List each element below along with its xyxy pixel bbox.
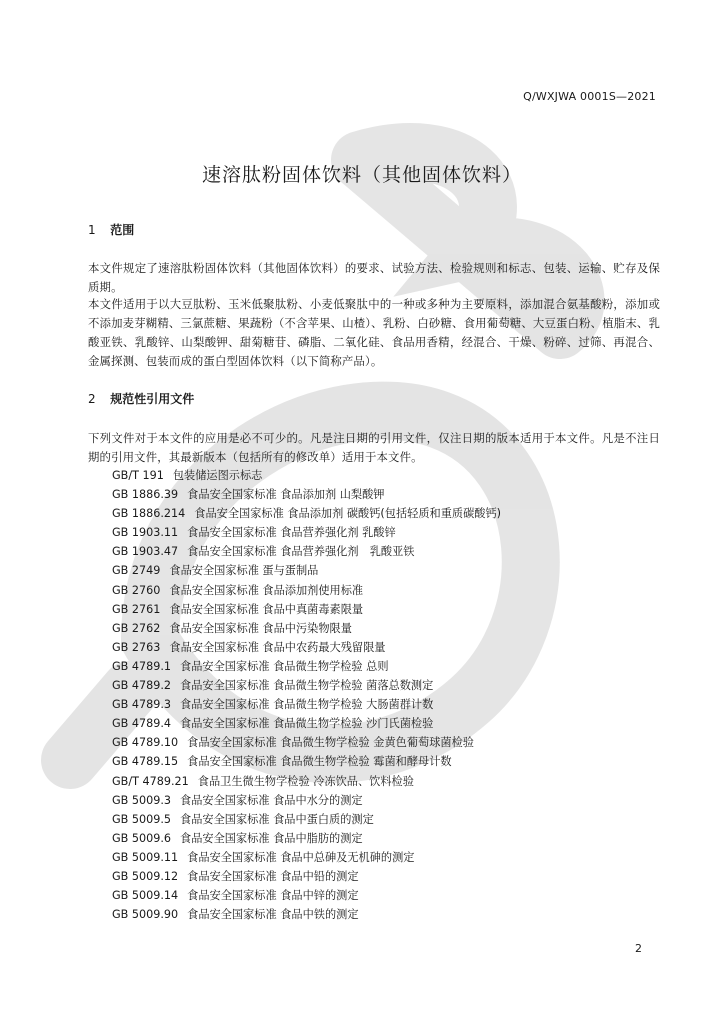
section-number: 2 [88, 392, 96, 406]
section-heading-scope [88, 221, 134, 238]
reference-item [112, 485, 501, 504]
reference-code: GB 5009.12 [112, 869, 179, 883]
reference-item [112, 504, 501, 523]
reference-item [112, 829, 501, 848]
reference-item [112, 848, 501, 867]
reference-title: 食品安全国家标准 食品中脂肪的测定 [180, 831, 363, 845]
reference-item [112, 600, 501, 619]
reference-item [112, 581, 501, 600]
reference-title: 食品安全国家标准 食品中总砷及无机砷的测定 [187, 850, 415, 864]
reference-title: 食品卫生微生物学检验 冷冻饮品、饮料检验 [197, 774, 414, 788]
page-number: 2 [635, 942, 642, 955]
reference-code: GB 4789.4 [112, 717, 172, 731]
reference-title: 食品安全国家标准 食品中铅的测定 [187, 869, 359, 883]
reference-code: GB 5009.14 [112, 889, 179, 903]
reference-code: GB 1886.39 [112, 488, 179, 502]
reference-code: GB 2763 [112, 640, 161, 654]
reference-title: 食品安全国家标准 食品中蛋白质的测定 [180, 812, 374, 826]
reference-item [112, 523, 501, 542]
reference-item [112, 867, 501, 886]
reference-code: GB 5009.3 [112, 793, 172, 807]
reference-item [112, 810, 501, 829]
section-heading-normative-references [88, 390, 194, 407]
reference-title: 食品安全国家标准 食品微生物学检验 沙门氏菌检验 [180, 717, 434, 731]
reference-code: GB 4789.3 [112, 698, 172, 712]
reference-code: GB 1903.47 [112, 545, 179, 559]
reference-title: 食品安全国家标准 食品微生物学检验 总则 [180, 659, 389, 673]
reference-title: 食品安全国家标准 食品中农药最大残留限量 [169, 640, 386, 654]
scope-paragraph: 本文件规定了速溶肽粉固体饮料（其他固体饮料）的要求、试验方法、检验规则和标志、包装、运输、贮存及保质期。 [88, 261, 660, 294]
reference-title: 食品安全国家标准 食品添加剂 山梨酸钾 [187, 488, 385, 502]
reference-title: 食品安全国家标准 食品微生物学检验 金黄色葡萄球菌检验 [187, 736, 474, 750]
reference-code: GB/T 191 [112, 469, 164, 482]
document-title: 速溶肽粉固体饮料（其他固体饮料） [201, 164, 522, 186]
reference-code: GB 1903.11 [112, 526, 179, 540]
scope-paragraph: 本文件适用于以大豆肽粉、玉米低聚肽粉、小麦低聚肽中的一种或多种为主要原料，添加混合氨基酸粉，添加或不添加麦芽糊精、三氯蔗糖、果蔬粉（不含苹果、山楂）、乳粉、白砂糖、食用葡萄糖、大豆蛋白粉、植脂末、乳酸亚铁、乳酸锌、山梨酸钾、甜菊糖苷、磷脂、二氧化硅、食品用香精，经混合、干燥、粉碎、过筛、再混合、金属探测、包装而成的蛋白型固体饮料（以下简称产品）。 [88, 297, 660, 368]
reference-title: 食品安全国家标准 食品中锌的测定 [187, 889, 359, 903]
reference-item [112, 638, 501, 657]
reference-item [112, 561, 501, 580]
reference-code: GB 2761 [112, 602, 161, 616]
reference-title: 食品安全国家标准 食品营养强化剂 乳酸亚铁 [187, 545, 415, 559]
reference-item [112, 466, 501, 485]
section-heading-text: 范围 [110, 223, 135, 237]
reference-item [112, 676, 501, 695]
reference-title: 食品安全国家标准 食品微生物学检验 菌落总数测定 [180, 679, 434, 693]
reference-title: 食品安全国家标准 食品中真菌毒素限量 [169, 602, 364, 616]
reference-title: 包装储运图示标志 [172, 469, 263, 482]
reference-title: 食品安全国家标准 食品中污染物限量 [169, 621, 352, 635]
reference-item [112, 657, 501, 676]
reference-code: GB 1886.214 [112, 507, 186, 521]
reference-item [112, 714, 501, 733]
reference-code: GB 5009.11 [112, 850, 179, 864]
reference-item [112, 905, 501, 924]
reference-code: GB 4789.10 [112, 736, 179, 750]
reference-title: 食品安全国家标准 食品微生物学检验 霉菌和酵母计数 [187, 755, 452, 769]
reference-title: 食品安全国家标准 蛋与蛋制品 [169, 564, 319, 578]
reference-title: 食品安全国家标准 食品营养强化剂 乳酸锌 [187, 526, 396, 540]
reference-code: GB 5009.5 [112, 812, 172, 826]
section-heading-text: 规范性引用文件 [110, 392, 195, 406]
reference-item [112, 772, 501, 791]
reference-item [112, 619, 501, 638]
reference-item [112, 752, 501, 771]
reference-item [112, 695, 501, 714]
reference-code: GB 5009.90 [112, 908, 179, 922]
reference-list [112, 466, 501, 924]
standard-code: Q/WXJWA 0001S—2021 [523, 90, 656, 103]
reference-title: 食品安全国家标准 食品添加剂使用标准 [169, 583, 364, 597]
reference-code: GB 2760 [112, 583, 161, 597]
reference-code: GB 5009.6 [112, 831, 172, 845]
references-intro-paragraph: 下列文件对于本文件的应用是必不可少的。凡是注日期的引用文件，仅注日期的版本适用于本文件。凡是不注日期的引用文件，其最新版本（包括所有的修改单）适用于本文件。 [88, 431, 660, 464]
reference-item [112, 733, 501, 752]
reference-item [112, 886, 501, 905]
reference-title: 食品安全国家标准 食品微生物学检验 大肠菌群计数 [180, 698, 434, 712]
reference-title: 食品安全国家标准 食品中铁的测定 [187, 908, 359, 922]
reference-code: GB 2762 [112, 621, 161, 635]
reference-title: 食品安全国家标准 食品添加剂 碳酸钙(包括轻质和重质碳酸钙) [194, 507, 502, 521]
reference-code: GB 4789.2 [112, 679, 172, 693]
reference-title: 食品安全国家标准 食品中水分的测定 [180, 793, 363, 807]
reference-item [112, 791, 501, 810]
reference-code: GB/T 4789.21 [112, 774, 189, 788]
reference-code: GB 4789.15 [112, 755, 179, 769]
reference-code: GB 2749 [112, 564, 161, 578]
reference-item [112, 542, 501, 561]
reference-code: GB 4789.1 [112, 659, 172, 673]
section-number: 1 [88, 223, 96, 237]
